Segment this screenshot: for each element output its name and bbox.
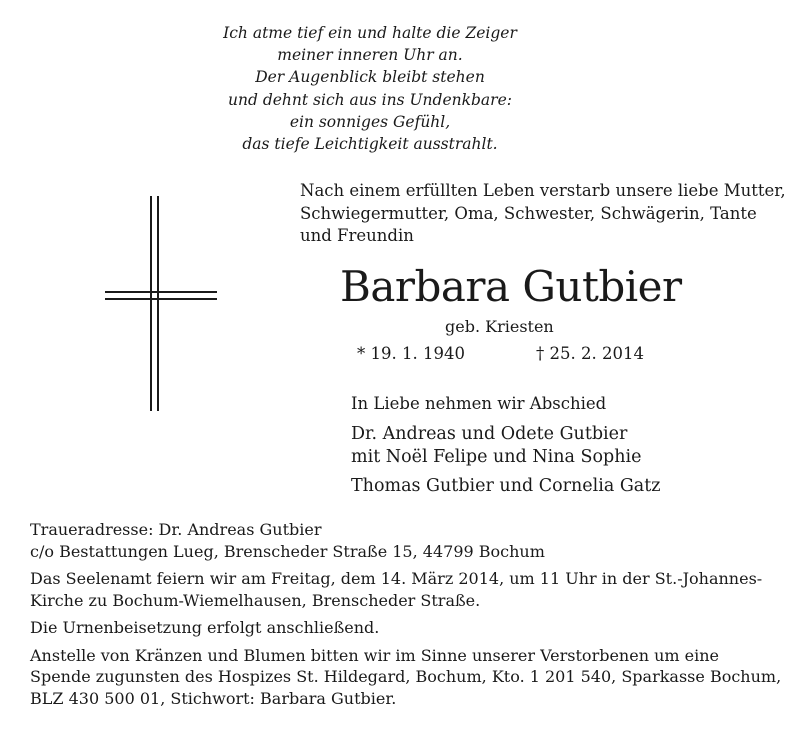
- intro-line: Nach einem erfüllten Leben verstarb unsere liebe Mutter,: [300, 181, 786, 200]
- poem: [200, 22, 540, 155]
- farewell-text: In Liebe nehmen wir Abschied: [351, 394, 607, 413]
- address-line: Traueradresse: Dr. Andreas Gutbier: [30, 520, 322, 539]
- poem-line: das tiefe Leichtigkeit ausstrahlt.: [242, 135, 498, 154]
- cross-horizontal-line: [105, 291, 217, 293]
- donation-line: BLZ 430 500 01, Stichwort: Barbara Gutbier.: [30, 688, 397, 708]
- address-line: c/o Bestattungen Lueg, Brenscheder Straße 15, 44799 Bochum: [30, 541, 545, 561]
- cross-vertical-line: [157, 196, 159, 411]
- mourners: [351, 423, 661, 498]
- donation-line: Anstelle von Kränzen und Blumen bitten wir im Sinne unserer Verstorbenen um eine: [30, 645, 720, 665]
- poem-line: Der Augenblick bleibt stehen: [255, 68, 485, 87]
- burial-line: Die Urnenbeisetzung erfolgt anschließend.: [30, 618, 380, 637]
- mourner-family-1-line-2: mit Noël Felipe und Nina Sophie: [351, 447, 642, 467]
- mourning-address: [30, 519, 790, 562]
- intro-line: und Freundin: [300, 226, 414, 245]
- mass-line: Das Seelenamt feiern wir am Freitag, dem 14. März 2014, um 11 Uhr in der St.-Johannes-: [30, 569, 763, 588]
- mourner-family-2: Thomas Gutbier und Cornelia Gatz: [351, 476, 661, 496]
- mourner-family-1-line-1: Dr. Andreas und Odete Gutbier: [351, 424, 628, 444]
- birth-date: * 19. 1. 1940: [357, 344, 465, 363]
- intro-text: [300, 180, 790, 248]
- memorial-mass: [30, 568, 790, 611]
- maiden-name: geb. Kriesten: [445, 317, 554, 336]
- urn-burial: [30, 617, 790, 639]
- notices: [30, 519, 790, 715]
- death-date: † 25. 2. 2014: [536, 344, 644, 363]
- donation-request: [30, 645, 790, 710]
- donation-line: Spende zugunsten des Hospizes St. Hildegard, Bochum, Kto. 1 201 540, Sparkasse Bochum,: [30, 667, 782, 686]
- poem-line: ein sonniges Gefühl,: [289, 112, 451, 131]
- deceased-name: Barbara Gutbier: [340, 262, 682, 311]
- intro-line: Schwiegermutter, Oma, Schwester, Schwägerin, Tante: [300, 203, 757, 223]
- poem-line: Ich atme tief ein und halte die Zeiger: [223, 24, 517, 42]
- cross-horizontal-line: [105, 298, 217, 300]
- cross-icon: [100, 196, 220, 416]
- poem-line: und dehnt sich aus ins Undenkbare:: [228, 90, 512, 109]
- cross-vertical-line: [150, 196, 152, 411]
- poem-line: meiner inneren Uhr an.: [277, 46, 463, 65]
- mass-line: Kirche zu Bochum-Wiemelhausen, Brenscheder Straße.: [30, 590, 481, 610]
